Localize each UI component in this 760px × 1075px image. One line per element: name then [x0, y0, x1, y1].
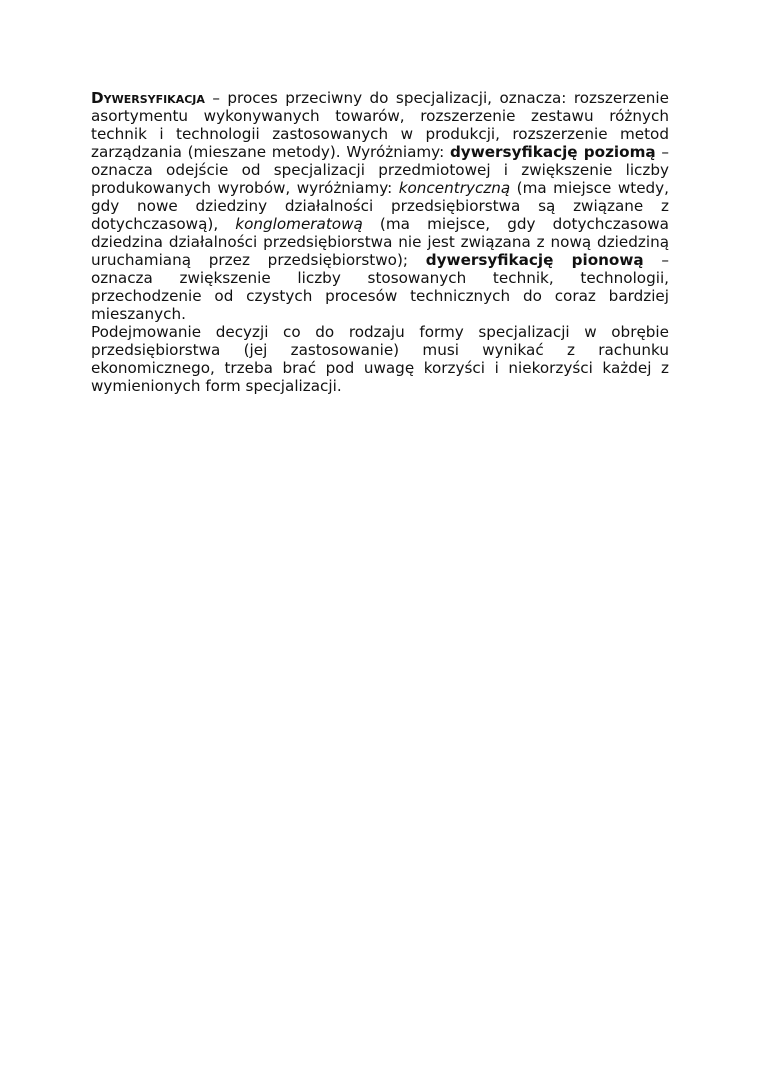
text-segment: – oznacza odejście od specjalizacji przedmiotowej i zwiększenie liczby produkowanych wyrobów, wyróżniamy: [91, 143, 669, 197]
text-segment: (ma miejsce, gdy dotychczasowa dziedzina działalności przedsiębiorstwa nie jest związana z nową dziedziną uruchamianą przez przedsiębiorstwo); [91, 215, 669, 269]
text-segment: – oznacza zwiększenie liczby stosowanych technik, technologii, przechodzenie od czystych procesów technicznych do coraz bardziej mieszanych. [91, 251, 669, 323]
term-concentric: koncentryczną [398, 179, 511, 197]
term-diversification: Dywersyfikacja [91, 89, 205, 107]
term-conglomerate: konglomeratową [235, 215, 363, 233]
paragraph-diversification [91, 89, 669, 323]
text-segment: (ma miejsce wtedy, gdy nowe dziedziny działalności przedsiębiorstwa są związane z dotychczasową), [91, 179, 670, 233]
term-vertical-diversification: dywersyfikację pionową [425, 251, 644, 269]
text-segment: – proces przeciwny do specjalizacji, oznacza: rozszerzenie asortymentu wykonywanych towarów, rozszerzenie zestawu różnych technik i technologii zastosowanych w produkcji, rozszerzenie metod zarządzania (mieszane metody). Wyróżniamy: [91, 89, 669, 161]
paragraph-decision: Podejmowanie decyzji co do rodzaju formy specjalizacji w obrębie przedsiębiorstwa (jej zastosowanie) musi wynikać z rachunku ekonomicznego, trzeba brać pod uwagę korzyści i niekorzyści każdej z wymienionych form specjalizacji. [91, 323, 669, 395]
term-horizontal-diversification: dywersyfikację poziomą [449, 143, 656, 161]
document-body [91, 89, 669, 395]
